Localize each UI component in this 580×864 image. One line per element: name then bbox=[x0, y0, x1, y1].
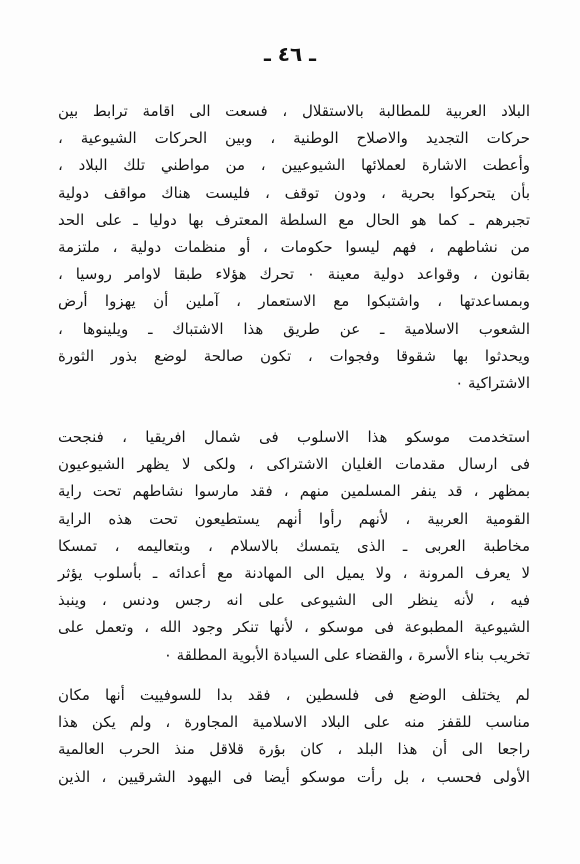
text-line: بقانون ، وقواعد دولية معينة ٠ تحرك هؤلاء طبقا لاوامر روسيا ، bbox=[58, 265, 530, 284]
page-number: ـ ٤٦ ـ bbox=[263, 42, 317, 66]
text-line: فى ارسال مقدمات الغليان الاشتراكى ، ولكى لا يظهر الشيوعيون bbox=[58, 455, 530, 474]
text-line: الشيوعية المطبوعة فى موسكو ، لأنها تنكر وجود الله ، وتعمل على bbox=[58, 618, 530, 637]
text-line: حركات التجديد والاصلاح الوطنية ، وبين الحركات الشيوعية ، bbox=[58, 129, 530, 148]
text-line: وأعطت الاشارة لعملائها الشيوعيين ، من مواطني تلك البلاد ، bbox=[58, 156, 530, 175]
text-line: القومية العربية ، لأنهم رأوا أنهم يستطيعون تحت هذه الراية bbox=[58, 509, 530, 528]
text-line: ويحدثوا بها شقوقا وفجوات ، تكون صالحة لوضع بذور الثورة bbox=[58, 346, 530, 365]
text-line: راجعا الى أن هذا البلد ، كان بؤرة قلاقل منذ الحرب العالمية bbox=[58, 740, 530, 759]
text-line: وبمساعدتها ، واشتبكوا مع الاستعمار ، آملين أن يهزوا أرض bbox=[58, 292, 530, 311]
text-line: بمظهر ، قد ينفر المسلمين منهم ، فقد مارسوا نشاطهم تحت راية bbox=[58, 482, 530, 501]
paragraph-1 bbox=[58, 98, 530, 397]
paragraph-3 bbox=[58, 682, 530, 791]
text-line: تخريب بناء الأسرة ، والقضاء على السيادة الأبوية المطلقة ٠ bbox=[163, 645, 530, 664]
text-line: لا يعرف المرونة ، ولا يميل الى المهادنة مع أعدائه ـ بأسلوب يؤثر bbox=[58, 563, 530, 582]
text-line: لم يختلف الوضع فى فلسطين ، فقد بدا للسوفييت أنها مكان bbox=[58, 686, 530, 704]
text-line: من نشاطهم ، فهم ليسوا حكومات ، أو منظمات دولية ، ملتزمة bbox=[58, 237, 530, 256]
text-line: فيه ، لأنه ينظر الى الشيوعى على انه رجس ودنس ، وينبذ bbox=[58, 591, 530, 610]
text-line: الأولى فحسب ، بل رأت موسكو أيضا فى اليهود الشرقيين ، الذين bbox=[58, 767, 530, 786]
text-line: البلاد العربية للمطالبة بالاستقلال ، فسعت الى اقامة ترابط بين bbox=[58, 102, 530, 120]
text-line: بأن يتحركوا بحرية ، ودون توقف ، فليست هناك مواقف دولية bbox=[58, 183, 530, 202]
text-line: تجبرهم ـ كما هو الحال مع السلطة المعترف بها دوليا ـ على الحد bbox=[58, 210, 530, 229]
text-line: استخدمت موسكو هذا الاسلوب فى شمال افريقيا ، فنجحت bbox=[58, 428, 530, 446]
text-line: مخاطبة العربى ـ الذى يتمسك بالاسلام ، وبتعاليمه ، تمسكا bbox=[58, 536, 530, 555]
text-line: مناسب للقفز منه على البلاد الاسلامية المجاورة ، ولم يكن هذا bbox=[58, 713, 530, 732]
text-line: الاشتراكية ٠ bbox=[455, 373, 530, 392]
text-line: الشعوب الاسلامية ـ عن طريق هذا الاشتباك ـ ويلينوها ، bbox=[58, 319, 530, 338]
paragraph-2 bbox=[58, 424, 530, 669]
